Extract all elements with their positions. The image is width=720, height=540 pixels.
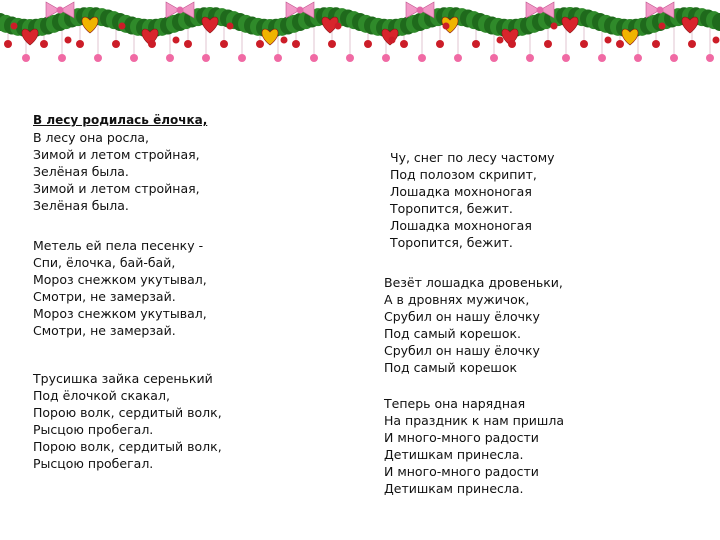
ornament-icon [598,54,606,62]
poem-title: В лесу родилась ёлочка, [33,113,208,127]
ornament-icon [382,54,390,62]
ornament-icon [562,54,570,62]
ornament-icon [526,54,534,62]
poem-line: Детишкам принесла. [384,447,524,462]
ornament-icon [292,40,300,48]
ornament-icon [652,40,660,48]
poem-line: А в дровнях мужичок, [384,292,530,307]
ornament-icon [454,54,462,62]
stanza-5 [384,274,563,376]
poem-line: Спи, ёлочка, бай-бай, [33,255,176,270]
poem-line: Теперь она нарядная [384,396,526,411]
poem-line: И много-много радости [384,430,539,445]
poem-line: Зелёная была. [33,164,129,179]
poem-line: Рысцою пробегал. [33,422,154,437]
ornament-icon [436,40,444,48]
christmas-garland-icon [0,0,720,90]
poem-line: Зимой и летом стройная, [33,147,200,162]
ornament-icon [490,54,498,62]
ornament-icon [11,23,18,30]
stanza-2 [33,237,207,339]
ornament-icon [281,37,288,44]
poem-line: Под самый корешок [384,360,518,375]
ornament-icon [94,54,102,62]
ornament-icon [364,40,372,48]
ornament-icon [418,54,426,62]
poem-line: Мороз снежком укутывал, [33,272,207,287]
stanza-4 [390,149,555,251]
ornament-icon [65,37,72,44]
poem-line: На праздник к нам пришла [384,413,564,428]
ornament-icon [497,37,504,44]
ornament-icon [310,54,318,62]
ornament-icon [40,40,48,48]
ornament-icon [184,40,192,48]
ornament-icon [443,23,450,30]
ornament-icon [346,54,354,62]
ornament-icon [616,40,624,48]
poem-line: Мороз снежком укутывал, [33,306,207,321]
ornament-icon [551,23,558,30]
poem-line: Рысцою пробегал. [33,456,154,471]
ornament-icon [508,40,516,48]
ornament-icon [148,40,156,48]
ornament-icon [130,54,138,62]
poem-line: Зелёная была. [33,198,129,213]
ornament-icon [713,37,720,44]
ornament-icon [688,40,696,48]
poem-line: Метель ей пела песенку - [33,238,204,253]
poem-line: Порою волк, сердитый волк, [33,439,222,454]
poem-line: В лесу она росла, [33,130,150,145]
poem-line: Лошадка мохноногая [390,218,532,233]
poem-line: Смотри, не замерзай. [33,289,176,304]
ornament-icon [706,54,714,62]
poem-line: Смотри, не замерзай. [33,323,176,338]
poem-line: Трусишка зайка серенький [33,371,213,386]
ornament-icon [274,54,282,62]
ornament-icon [335,23,342,30]
ornament-icon [472,40,480,48]
poem-line: Чу, снег по лесу частому [390,150,555,165]
ornament-icon [400,40,408,48]
poem-line: И много-много радости [384,464,539,479]
poem-line: Зимой и летом стройная, [33,181,200,196]
ornament-icon [202,54,210,62]
ornament-icon [389,37,396,44]
poem-line: Порою волк, сердитый волк, [33,405,222,420]
poem-line: Срубил он нашу ёлочку [384,343,540,358]
ornament-icon [4,40,12,48]
ornament-icon [166,54,174,62]
ornament-icon [22,54,30,62]
poem-line: Под самый корешок. [384,326,522,341]
ornament-icon [605,37,612,44]
ornament-icon [220,40,228,48]
poem-line: Под ёлочкой скакал, [33,388,170,403]
poem-line: Торопится, бежит. [390,235,513,250]
poem-line: Детишкам принесла. [384,481,524,496]
ornament-icon [76,40,84,48]
ornament-icon [580,40,588,48]
ornament-icon [227,23,234,30]
ornament-icon [328,40,336,48]
poem-line: Срубил он нашу ёлочку [384,309,540,324]
ornament-icon [238,54,246,62]
ornament-icon [58,54,66,62]
ornament-icon [119,23,126,30]
ornament-icon [670,54,678,62]
ornament-icon [256,40,264,48]
ornament-icon [634,54,642,62]
ornament-icon [544,40,552,48]
stanza-6 [384,395,564,497]
poem-line: Везёт лошадка дровеньки, [384,275,563,290]
poem-line: Под полозом скрипит, [390,167,537,182]
stanza-3 [33,370,222,472]
poem-line: Лошадка мохноногая [390,184,532,199]
ornament-icon [112,40,120,48]
stanza-1 [33,112,207,214]
ornament-icon [173,37,180,44]
ornament-icon [659,23,666,30]
poem-line: Торопится, бежит. [390,201,513,216]
